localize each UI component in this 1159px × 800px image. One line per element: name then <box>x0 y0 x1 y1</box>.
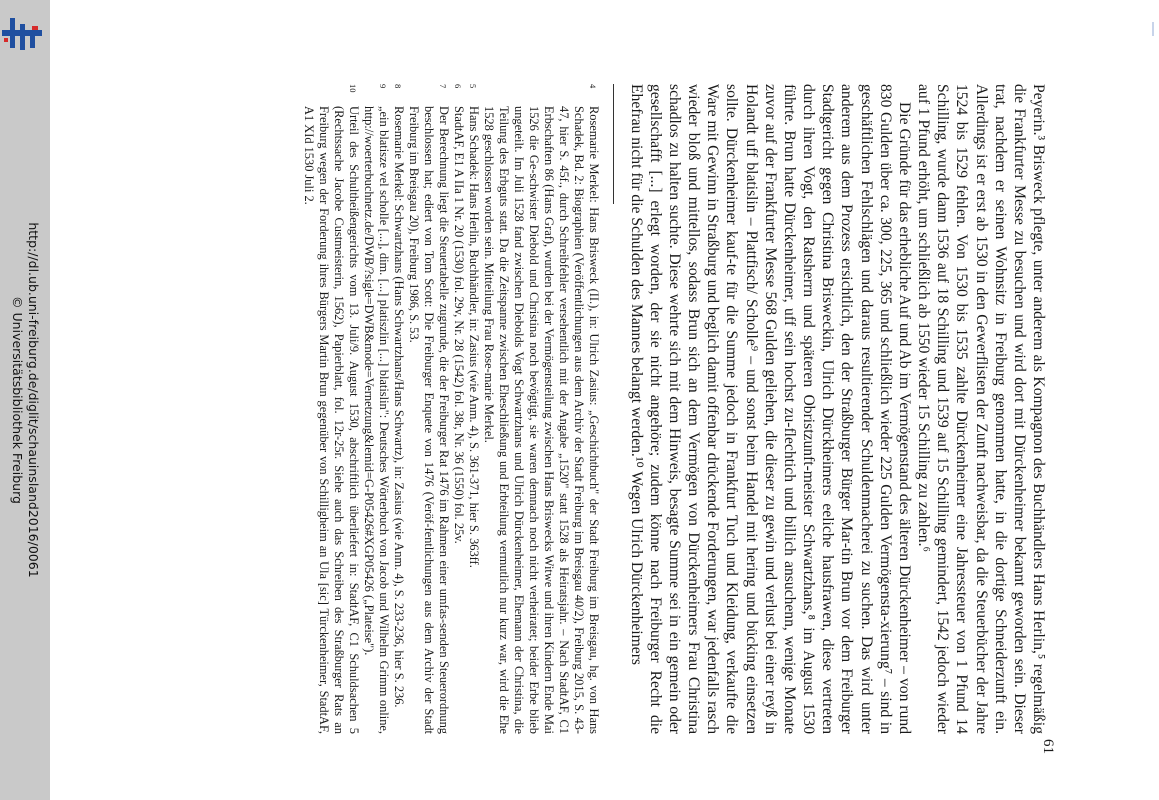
footnote-text: StadtAF, E1 A IIa 1 Nr. 20 (1530) fol. 29v, Nr. 28 (1542) fol. 38r, Nr. 36 (1550) fol. 25v. <box>451 106 466 544</box>
footnote <box>406 84 451 734</box>
footnote <box>466 84 481 734</box>
footnote-number: 7 <box>437 84 448 89</box>
body-text <box>627 84 1048 734</box>
paragraph-1: Peyerin.³ Brisweck pflegte, unter anderem als Kompagnon des Buchhändlers Hans Herlin,⁵ regelmäßig die Frankfurter Messe zu besuchen und wird dort mit Dürckenheimer bekannt geworden sein. Dieser trat, nachdem er seinen Wohnsitz in Freiburg genommen hatte, in die dortige Schneiderzunft ein. Allerdings ist er erst ab 1530 in den Gewerflisten der Zunft nachweisbar, da die Steuerbücher der Jahre 1524 bis 1529 fehlen. Von 1530 bis 1535 zahlte Dürckenheimer eine Jahressteuer von 1 Pfund 14 Schilling, wurde dann 1536 auf 18 Schilling und 1539 auf 15 Schilling gemindert, 1542 jedoch wieder auf 1 Pfund erhöht, um schließlich ab 1550 wieder 15 Schilling zu zahlen.⁶ <box>915 84 1047 734</box>
corner-mark <box>1152 22 1156 36</box>
sidebar <box>0 0 50 800</box>
footnote-text: Hans Schadek: Hans Herlin, Buchhändler, in: Zasius (wie Anm. 4), S. 361-371, hier S. 363ff. <box>466 106 481 568</box>
footnote-number: 9 <box>377 84 388 89</box>
footnote-number: 8 <box>392 84 403 89</box>
footnote-text: Urteil des Schultheißengerichts vom 13. Juli/9. August 1530, abschriftlich überliefert in: StadtAF, C1 Schuldsachen 5 (Rechtssache Jacobe Custmeisterin, 1562), Papierblatt, fol. 12r-25r. Siehe auch das Schreiben des Straßburger Rats an Freiburg wegen der Forderung ihres Bürgers Martin Brun gegenüber von Schilligheim an Ula [sic] Türckenheimer, StadtAF, A1 XId 1530 Juli 2. <box>301 106 361 734</box>
scanned-page <box>128 84 1056 754</box>
footnote-number: 6 <box>452 84 463 89</box>
footnote-separator <box>613 84 614 204</box>
footnote-number: 10 <box>347 84 358 93</box>
footnotes <box>301 84 601 734</box>
footnote <box>301 84 361 734</box>
copyright-notice: © Universitätsbibliothek Freiburg <box>10 296 25 504</box>
university-logo-icon <box>2 10 42 50</box>
page-number: 61 <box>1040 739 1056 754</box>
source-url[interactable]: http://dl.ub.uni-freiburg.de/diglit/schauinsland2016/0061 <box>26 222 41 578</box>
sidebar-caption <box>9 222 41 577</box>
footnote-number: 5 <box>467 84 478 89</box>
footnote <box>481 84 601 734</box>
footnote <box>451 84 466 734</box>
footnote-number: 4 <box>587 84 598 89</box>
paragraph-2: Die Gründe für das erhebliche Auf und Ab im Vermögenstand des älteren Dürckenheimer – von rund 830 Gulden über ca. 300, 225, 365 und schließlich wieder 225 Gulden Vermögensta-xierung⁷ – sind in geschäftlichen Fehlschlägen und daraus resultierender Schuldenmacherei zu suchen. Das wird unter anderem aus dem Prozess ersichtlich, den der Straßburger Bürger Mar-tin Brun vor dem Freiburger Stadtgericht gegen Christina Brisweckin, Ulrich Dürckheimers eeliche hausfrawen, diese vertreten durch ihren Vogt, den Ratsherrn und späteren Obristzunft-meister Schwartzhans,⁸ im August 1530 führte. Brun hatte Dürckenheimer, uff sein hochst zu-flechtich und billich ansuchenn, wenige Monate zuvor auf der Frankfurter Messe 568 Gulden geliehen, die dieser zu gewin und verlust bei einer reyß in Holandt uff blatislin – Plattfisch/ Scholle⁹ – und sonst beim Handel mit hering und bücking einsetzen sollte. Dürckenheimer kauf-te für die Summe jedoch in Frankfurt Tuch und Kleidung, verkaufte die Ware mit Gewinn in Straßburg und beglich damit offenbar drückende Forderungen, war jedenfalls rasch wieder bloß und mittellos, sodass Brun sich an dem Vermögen von Dürckenheimers Frau Christina schadlos zu halten suchte. Diese wehrte sich mit dem Hinweis, besagte Summe sei in ein gemein oder gesellschafft [...] erlegt worden, der sie nicht angehöre; zudem könne nach Freiburger Recht die Ehefrau nicht für die Schulden des Mannes belangt werden.¹⁰ Wegen Ulrich Dürckenheimers <box>627 84 913 734</box>
footnote-text: Rosemarie Merkel: Hans Brisweck (II.), in: Ulrich Zasius: „Geschichtbuch" der Stadt Freiburg im Breisgau, hg. von Hans Schadek, Bd. 2: Biographien (Veröffentlichungen aus dem Archiv der Stadt Freiburg im Breisgau 40/2), Freiburg 2015, S. 43-47, hier S. 45f., durch Schreibfehler versehentlich mit der Angabe „1520" statt 1528 als Heiratsjahr. – Nach StadtAF, C1 Erbschaften 86 (Hans Graf), wurden bei der Vermögensteilung zwischen Hans Briswecks Witwe und ihren Kindern Ende Mai 1526 die Ge-schwister Diebold und Christina noch bevögtigt, sie waren demnach noch nicht verheiratet; beider Erbe blieb ungeteilt. Im Juli 1528 fand zwischen Diebolds Vogt Schwartzhans und Ulrich Dürckenheimer, Ehemann der Christina, die Teilung des Erbguts statt. Da die Zeitspanne zwischen Eheschließung und Erbteilung vermutlich nur kurz war, wird die Ehe 1528 geschlossen worden sein. Mitteilung Frau Rose-marie Merkel. <box>481 106 601 734</box>
page-content <box>301 84 1048 734</box>
footnote-text: „ein blatisze vel scholle [...], dim. [...] platiszlin [...] blatislin": Deutsches Wörterbuch von Jacob und Wilhelm Grimm online, http://woerterbuchnetz.de/DWB/?sigle=DWB&mode=Vernetzung&lemid=G-P05426#XGP05426 („Plateise"). <box>361 106 391 734</box>
footnote <box>361 84 391 734</box>
footnote-text: Der Berechnung liegt die Steuertabelle zugrunde, die der Freiburger Rat 1476 im Rahmen einer umfas-senden Steuerordnung beschlossen hat; ediert von Tom Scott: Die Freiburger Enquete von 1476 (Veröf-fentlichungen aus dem Archiv der Stadt Freiburg im Breisgau 20), Freiburg 1986, S. 53. <box>406 106 451 734</box>
footnote <box>391 84 406 734</box>
footnote-text: Rosemarie Merkel: Schwartzhans (Hans Schwartzhans/Hans Schwartz), in: Zasius (wie Anm. 4), S. 233-236, hier S. 236. <box>391 106 406 708</box>
